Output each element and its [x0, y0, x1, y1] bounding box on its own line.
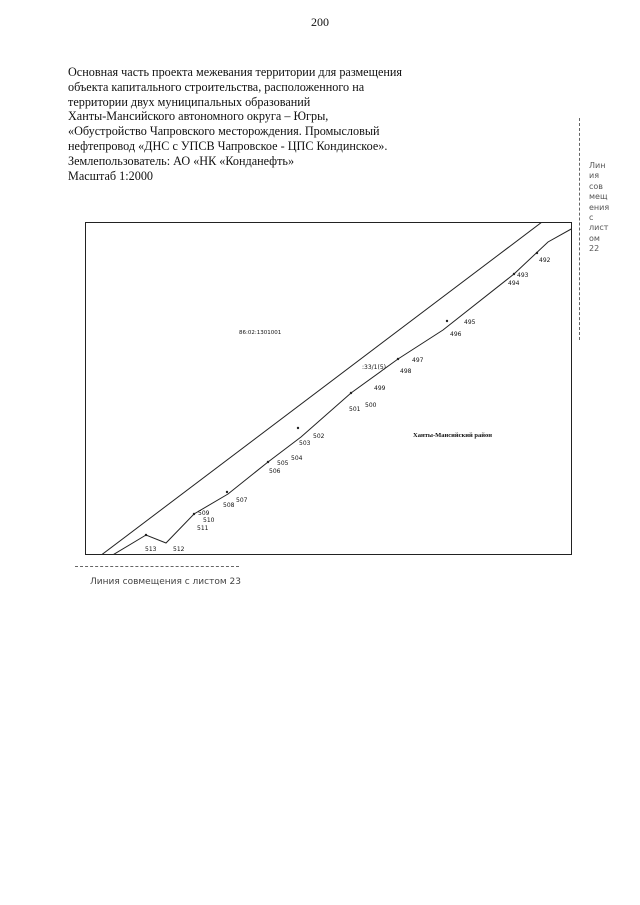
point-label: 500	[365, 402, 377, 409]
point-marker	[267, 461, 269, 463]
parcel-label: :33/1(5)	[362, 364, 386, 371]
point-label: 492	[539, 257, 551, 264]
point-label: 508	[223, 502, 235, 509]
point-label: 507	[236, 497, 248, 504]
point-labels	[145, 257, 551, 553]
point-marker	[193, 513, 195, 515]
header-line: объекта капитального строительства, расположенного на	[68, 79, 365, 94]
point-marker	[297, 427, 299, 429]
point-label: 503	[299, 440, 311, 447]
side-alignment-note	[589, 161, 619, 255]
side-note-line: лист	[589, 223, 609, 233]
point-marker	[536, 252, 538, 254]
point-label: 512	[173, 546, 185, 553]
document-header	[68, 65, 428, 183]
point-label: 499	[374, 385, 386, 392]
point-marker	[350, 392, 352, 394]
cadastral-quarter-label: 86:02:1301001	[239, 330, 282, 336]
side-note-line: ия	[589, 171, 600, 181]
header-line: Масштаб 1:2000	[68, 168, 154, 183]
point-marker	[145, 534, 147, 536]
point-label: 495	[464, 319, 476, 326]
side-alignment-line	[579, 118, 580, 340]
point-label: 493	[517, 272, 529, 279]
point-marker	[446, 320, 448, 322]
point-label: 504	[291, 455, 303, 462]
point-marker	[226, 491, 228, 493]
map-drawing	[86, 223, 572, 555]
point-label: 506	[269, 468, 281, 475]
header-line: Ханты-Мансийского автономного округа – Югры,	[68, 109, 329, 124]
point-label: 509	[198, 510, 210, 517]
header-line: Основная часть проекта межевания территории для размещения	[68, 65, 403, 79]
point-label: 502	[313, 433, 325, 440]
point-label: 510	[203, 517, 215, 524]
point-label: 498	[400, 368, 412, 375]
side-note-line: сов	[589, 181, 604, 191]
side-note-line: с	[589, 213, 594, 223]
district-label: Ханты-Мансийский район	[413, 432, 492, 439]
bottom-alignment-line	[75, 566, 239, 567]
point-label: 494	[508, 280, 520, 287]
point-label: 505	[277, 460, 289, 467]
side-note-line: ения	[589, 202, 610, 212]
side-note-line: мещ	[589, 192, 608, 202]
header-line: нефтепровод «ДНС с УПСВ Чапровское - ЦПС Кондинское».	[68, 138, 388, 153]
point-markers	[145, 252, 538, 536]
point-label: 496	[450, 331, 462, 338]
corridor-upper-line	[100, 223, 542, 555]
parcel-boundary-line	[111, 228, 572, 555]
side-note-line: 22	[589, 244, 600, 254]
header-line: Землепользователь: АО «НК «Конданефть»	[68, 153, 295, 168]
page-number: 200	[311, 15, 329, 29]
point-marker	[513, 273, 515, 275]
point-label: 513	[145, 546, 157, 553]
side-note-line: Лин	[589, 161, 606, 170]
point-label: 501	[349, 406, 361, 413]
header-line: «Обустройство Чапровского месторождения. Промысловый	[68, 124, 380, 139]
point-label: 511	[197, 525, 209, 532]
map-frame	[85, 222, 572, 555]
point-label: 497	[412, 357, 424, 364]
bottom-alignment-note: Линия совмещения с листом 23	[90, 577, 241, 587]
side-note-line: ом	[589, 233, 600, 243]
point-marker	[397, 358, 399, 360]
header-line: территории двух муниципальных образований	[68, 94, 311, 109]
